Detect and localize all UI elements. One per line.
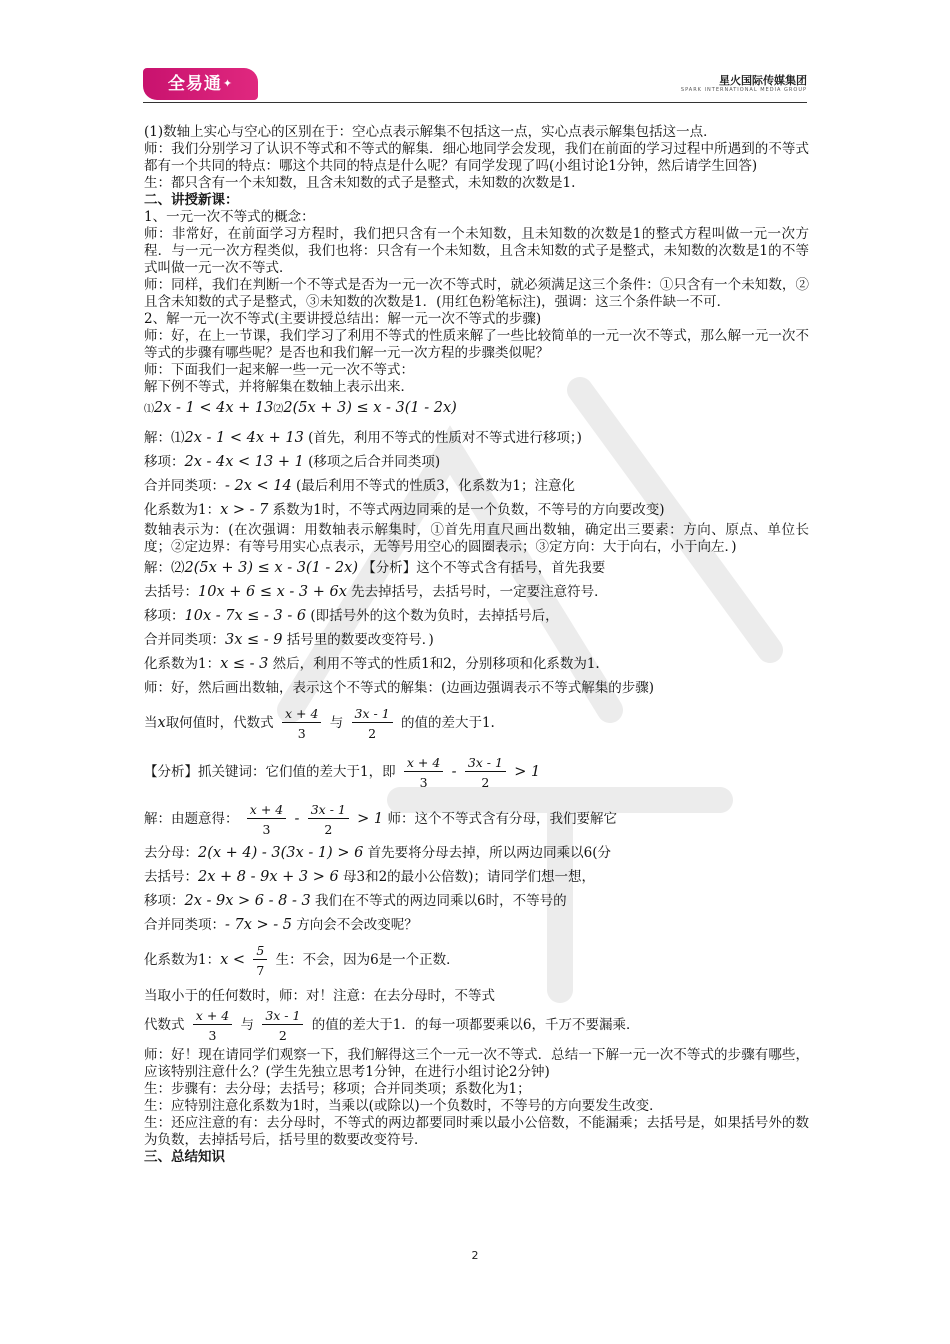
math-expression: 2(x + 4) - 3(3x - 1) > 6	[198, 845, 364, 861]
math-expression: 3x ≤ - 9	[225, 632, 283, 648]
fraction: $\frac{x + 4}{3}$	[193, 1008, 232, 1043]
paragraph: (1)数轴上实心与空心的区别在于：空心点表示解集不包括这一点，实心点表示解集包括这一点．	[144, 124, 717, 140]
solution-line: 化系数为1：x < $\frac{5}{7}$ 生：不会，因为6是一个正数．	[144, 943, 460, 978]
solution-line: 合并同类项：- 7x > - 5 方向会不会改变呢？	[144, 917, 418, 933]
problem-statement: 当x取何值时，代数式 $\frac{x + 4}{3}$ 与 $\frac{3x - 1}{2}$ 的值的差大于1.	[144, 706, 495, 741]
publisher-brand	[681, 74, 807, 94]
math-expression: 2(5x + 3) ≤ x - 3(1 - 2x)	[184, 560, 358, 576]
page-number: 2	[471, 1249, 479, 1262]
solution-line: 合并同类项：- 2x < 14 (最后利用不等式的性质3，化系数为1；注意化	[144, 478, 575, 494]
math-expression: 2x - 9x > 6 - 8 - 3	[184, 893, 311, 909]
math-expression: 2x + 8 - 9x + 3 > 6	[198, 869, 339, 885]
solution-line: 解：⑵2(5x + 3) ≤ x - 3(1 - 2x) 【分析】这个不等式含有括号，首先我要	[144, 560, 606, 576]
publisher-name: 星火国际传媒集团	[719, 74, 807, 87]
math-expression: - 7x > - 5	[225, 917, 293, 933]
math-expression: - 2x < 14	[225, 478, 292, 494]
math-expression: 10x + 6 ≤ x - 3 + 6x	[198, 584, 347, 600]
paragraph: 师：同样，我们在判断一个不等式是否为一元一次不等式时，就必须满足这三个条件：①只含有一个未知数，②且含未知数的式子是整式，③未知数的次数是1．(用红色粉笔标注)，强调：这三个条件缺一不可．	[144, 277, 809, 310]
solution-line: 去分母：2(x + 4) - 3(3x - 1) > 6 首先要将分母去掉，所以两边同乘以6(分	[144, 845, 611, 861]
paragraph: 师：下面我们一起来解一些一元一次不等式：	[144, 362, 414, 378]
solution-line: 去括号：10x + 6 ≤ x - 3 + 6x 先去掉括号，去括号时，一定要注意符号．	[144, 584, 608, 600]
fraction: $\frac{x + 4}{3}$	[247, 802, 286, 837]
paragraph: 生：还应注意的有：去分母时，不等式的两边都要同时乘以最小公倍数，不能漏乘；去括号是，如果括号外的数为负数，去掉括号后，括号里的数要改变符号．	[144, 1115, 809, 1148]
solution-line: 合并同类项：3x ≤ - 9 括号里的数要改变符号．)	[144, 632, 434, 648]
fraction: $\frac{3x - 1}{2}$	[352, 706, 393, 741]
paragraph: 1、一元一次不等式的概念：	[144, 209, 315, 225]
paragraph: 师：好，然后画出数轴，表示这个不等式的解集：(边画边强调表示不等式解集的步骤)	[144, 680, 655, 696]
fraction: $\frac{x + 4}{3}$	[282, 706, 321, 741]
publisher-name-en: SPARK INTERNATIONAL MEDIA GROUP	[680, 87, 807, 93]
paragraph: 生：都只含有一个未知数，且含未知数的式子是整式，未知数的次数是1.	[144, 175, 576, 191]
math-expression: 2x - 1 < 4x + 13	[184, 430, 304, 446]
solution-line: 解：由题意得： $\frac{x + 4}{3}$ - $\frac{3x - 1}{2}$ > 1 师：这个不等式含有分母，我们要解它	[144, 802, 617, 837]
solution-line: 去括号：2x + 8 - 9x + 3 > 6 母3和2的最小公倍数)；请同学们想一想，	[144, 869, 595, 885]
section-heading: 二、讲授新课：	[144, 192, 239, 208]
solution-line: 化系数为1：x ≤ - 3 然后，利用不等式的性质1和2，分别移项和化系数为1.	[144, 656, 600, 672]
sparkle-icon: ✦	[222, 77, 234, 90]
solution-line: 移项：2x - 9x > 6 - 8 - 3 我们在不等式的两边同乘以6时，不等号的	[144, 893, 567, 909]
problem-statement: ⑴2x - 1 < 4x + 13⑵2(5x + 3) ≤ x - 3(1 - 2x)	[144, 400, 457, 416]
paragraph: 当取小于的任何数时，师：对！注意：在去分母时，不等式	[144, 988, 495, 1004]
math-expression: 2(5x + 3) ≤ x - 3(1 - 2x)	[283, 400, 457, 416]
fraction: $\frac{x + 4}{3}$	[404, 755, 443, 790]
paragraph: 数轴表示为：(在次强调：用数轴表示解集时，①首先用直尺画出数轴，确定出三要素：方向、原点、单位长度；②定边界：有等号用实心点表示，无等号用空心的圆圈表示；③定方向：大于向右，小于向左．)	[144, 522, 809, 555]
math-expression: 2x - 4x < 13 + 1	[184, 454, 304, 470]
solution-line: 移项：10x - 7x ≤ - 3 - 6 (即括号外的这个数为负时，去掉括号后，	[144, 608, 559, 624]
math-expression: 10x - 7x ≤ - 3 - 6	[184, 608, 307, 624]
fraction: $\frac{5}{7}$	[253, 943, 267, 978]
math-expression: x <	[220, 952, 246, 968]
paragraph: 生：应特别注意化系数为1时，当乘以(或除以)一个负数时，不等号的方向要发生改变．	[144, 1098, 663, 1114]
section-heading: 三、总结知识	[144, 1149, 225, 1165]
paragraph: 师：好！现在请同学们观察一下，我们解得这三个一元一次不等式．总结一下解一元一次不等式的步骤有哪些，应该特别注意什么？(学生先独立思考1分钟，在进行小组讨论2分钟)	[144, 1047, 809, 1080]
fraction: $\frac{3x - 1}{2}$	[465, 755, 506, 790]
paragraph: 师：我们分别学习了认识不等式和不等式的解集．细心地同学会发现，我们在前面的学习过程中所遇到的不等式都有一个共同的特点：哪这个共同的特点是什么呢？有同学发现了吗(小组讨论1分钟，然后请学生回答)	[144, 141, 809, 174]
paragraph: 代数式 $\frac{x + 4}{3}$ 与 $\frac{3x - 1}{2}$ 的值的差大于1．的每一项都要乘以6，千万不要漏乘．	[144, 1008, 640, 1043]
paragraph: 师：好，在上一节课，我们学习了利用不等式的性质来解了一些比较简单的一元一次不等式，那么解一元一次不等式的步骤有哪些呢？是否也和我们解一元一次方程的步骤类似呢？	[144, 328, 809, 361]
solution-line: 移项：2x - 4x < 13 + 1 (移项之后合并同类项)	[144, 454, 441, 470]
solution-line: 解：⑴2x - 1 < 4x + 13 (首先，利用不等式的性质对不等式进行移项；)	[144, 430, 582, 446]
paragraph: 师：非常好，在前面学习方程时，我们把只含有一个未知数，且未知数的次数是1的整式方程叫做一元一次方程．与一元一次方程类似，我们也将：只含有一个未知数，且含未知数的式子是整式，未知数的次数是1的不等式叫做一元一次不等式．	[144, 226, 809, 276]
header-divider	[143, 102, 807, 103]
fraction: $\frac{3x - 1}{2}$	[262, 1008, 303, 1043]
math-expression: x ≤ - 3	[220, 656, 269, 672]
paragraph: 生：步骤有：去分母；去括号；移项；合并同类项；系数化为1；	[144, 1081, 531, 1097]
solution-line: 化系数为1：x > - 7 系数为1时，不等式两边同乘的是一个负数，不等号的方向要改变)	[144, 502, 665, 518]
brand-logo: 全易通✦	[143, 68, 258, 100]
paragraph: 2、解一元一次不等式(主要讲授总结出：解一元一次不等式的步骤)	[144, 311, 542, 327]
document-body	[144, 124, 809, 1166]
math-expression: x > - 7	[220, 502, 269, 518]
fraction: $\frac{3x - 1}{2}$	[308, 802, 349, 837]
paragraph: 解下例不等式，并将解集在数轴上表示出来．	[144, 379, 414, 395]
analysis-line: 【分析】抓关键词：它们值的差大于1，即 $\frac{x + 4}{3}$ - $\frac{3x - 1}{2}$ > 1	[144, 755, 541, 790]
math-expression: 2x - 1 < 4x + 13	[154, 400, 274, 416]
